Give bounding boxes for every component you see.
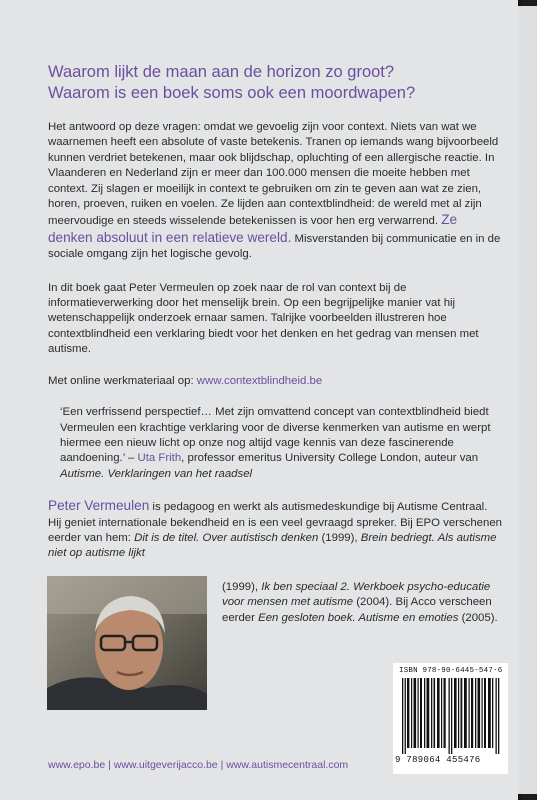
author-bio-continued [222, 580, 504, 626]
online-label: Met online werkmateriaal op: [48, 374, 197, 387]
footer-links[interactable]: www.epo.be | www.uitgeverijacco.be | www.autismecentraal.com [48, 759, 349, 771]
intro-text: Het antwoord op deze vragen: omdat we gevoelig zijn voor context. Niets van wat we waarnemen heeft een absolute of vaste betekenis. Tranen op iemands wang bijvoorbeeld kunnen verdriet betekenen, maar ook blijdschap, opluchting of een allergische reactie. In Vlaanderen en Nederland zijn er meer dan 100.000 mensen die moeite hebben met context. Zij slagen er moeilijk in context te gebruiken om zin te geven aan wat ze zien, horen, proeven, ruiken en voelen. Ze lijden aan contextblindheid: de wereld met al zijn meervoudige en steeds wisselende betekenissen is voor hen erg verwarrend. [48, 121, 499, 228]
quote-text: ‘Een verfrissend perspectief… Met zijn omvattend concept van contextblindheid biedt Vermeulen een krachtige verklaring voor de diverse kenmerken van autisme en werpt hiermee een nieuw licht op onze nog altijd vage kennis van deze fascinerende aandoening.’ – [60, 406, 491, 465]
online-url-link[interactable]: www.contextblindheid.be [196, 374, 323, 387]
bio-work-2: Brein bedriegt. Als autisme niet op autisme lijkt [48, 531, 497, 560]
bio-work-4: Een gesloten boek. Autisme en emoties [258, 611, 459, 624]
author-name: Peter Vermeulen [48, 498, 150, 514]
page-edges [518, 6, 537, 794]
bio-text-4: (2004). Bij Acco verscheen eerder [222, 596, 492, 624]
bio-continued-text [222, 580, 504, 626]
intro-highlight: Ze denken absoluut in een relatieve wereld. [48, 212, 458, 245]
book-paragraph: In dit boek gaat Peter Vermeulen op zoek naar de rol van context bij de informatieverwerking door het menselijk brein. Op een begrijpelijke manier vat hij wetenschappelijk onderzoek ernaar samen. Talrijke voorbeelden illustreren hoe contextblindheid een verklaring biedt voor het denken en het gedrag van mensen met autisme. [48, 281, 479, 356]
bio-text-5: (2005). [458, 611, 498, 624]
online-line [48, 374, 503, 389]
bio-work-1: Dit is de titel. Over autistisch denken [134, 531, 319, 544]
question-2: Waarom is een boek soms ook een moordwapen? [48, 84, 416, 102]
endorsement-quote [60, 405, 500, 482]
isbn-barcode [393, 663, 508, 774]
bio-work-3: Ik ben speciaal 2. Werkboek psycho-educatie voor mensen met autisme [222, 581, 491, 609]
quote-work: Autisme. Verklaringen van het raadsel [60, 467, 253, 480]
question-1: Waarom lijkt de maan aan de horizon zo groot? [48, 63, 395, 81]
quote-author: Uta Frith [137, 452, 182, 465]
ean-digits: 9 789064 455476 [395, 755, 481, 765]
barcode-bars-icon [402, 678, 500, 754]
author-photo [47, 576, 207, 710]
intro-paragraph [48, 120, 503, 263]
bio-text-1: is pedagoog en werkt als autismedeskundige bij Autisme Centraal. Hij geniet internationale bekendheid en is een veel gevraagd spreker. Bij EPO verschenen eerder van hem: [48, 501, 503, 544]
isbn-text: ISBN 978-90-6445-547-6 [399, 667, 503, 675]
intro-after: Misverstanden bij communicatie en in de sociale omgang zijn het logische gevolg. [48, 232, 501, 261]
quote-affiliation: , professor emeritus University College London, auteur van [181, 452, 479, 465]
cover-text-block [48, 62, 503, 562]
author-portrait-icon [47, 576, 207, 710]
bio-text-3: (1999), [222, 581, 262, 593]
bio-text-2: (1999), [318, 531, 361, 544]
author-bio-top [48, 498, 503, 562]
